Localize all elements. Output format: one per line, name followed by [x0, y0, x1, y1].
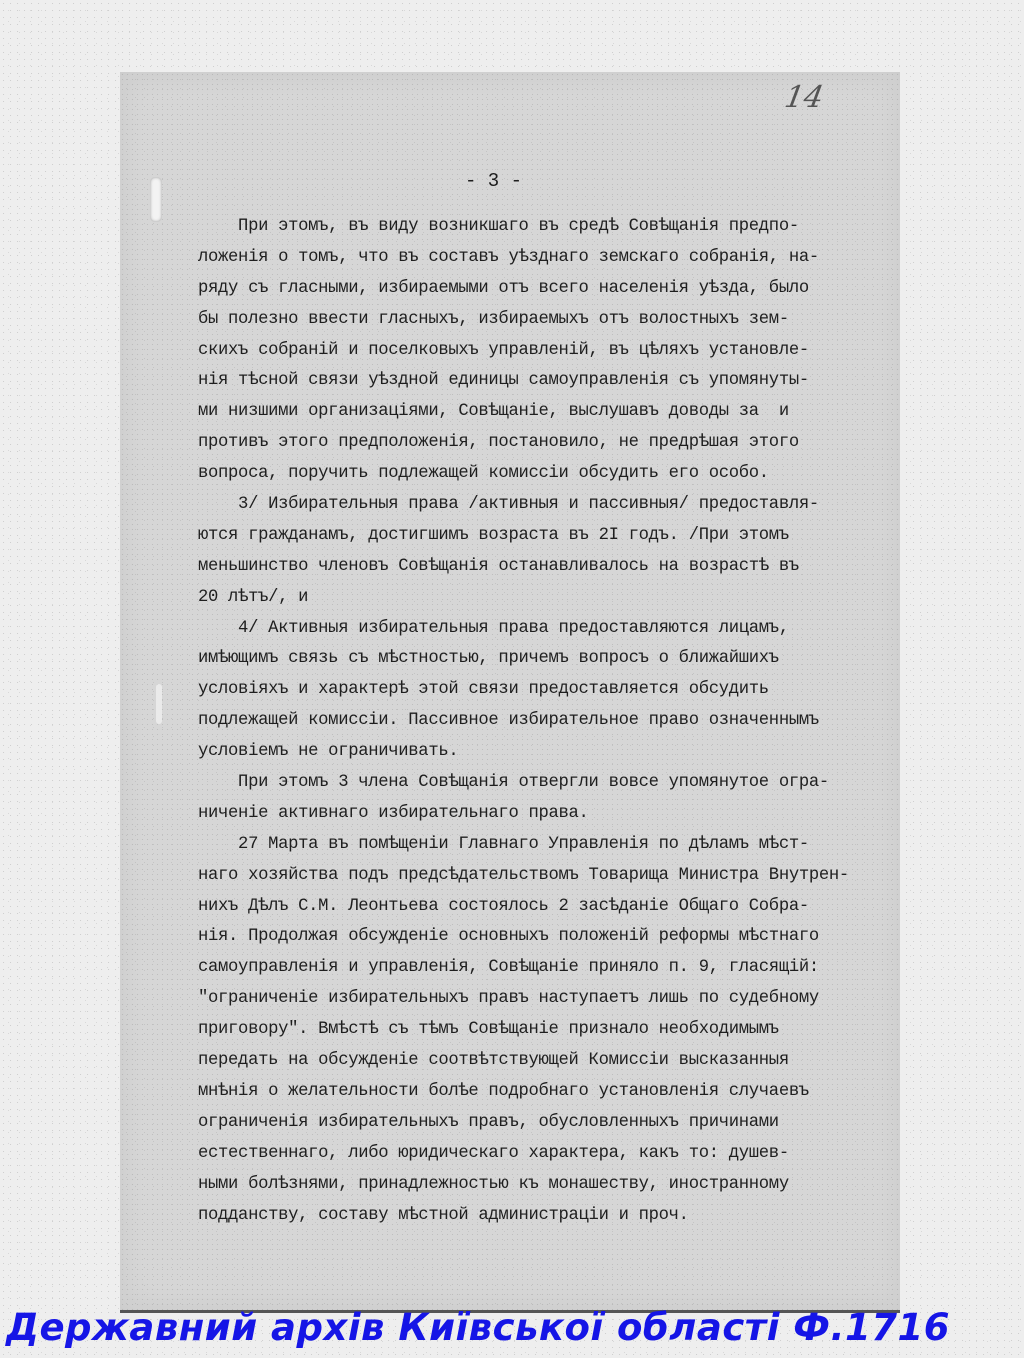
text-line: нихъ Дѣлъ С.М. Леонтьева состоялось 2 засѣданіе Общаго Собра- — [198, 896, 809, 916]
text-line: нія тѣсной связи уѣздной единицы самоуправленія съ упомянуты- — [198, 371, 809, 391]
text-line: самоуправленія и управленія, Совѣщаніе приняло п. 9, гласящій: — [198, 958, 819, 978]
text-line: бы полезно ввести гласныхъ, избираемыхъ отъ волостныхъ зем- — [198, 309, 789, 329]
archive-caption: Державний архів Київської області Ф.1716 — [6, 1306, 951, 1349]
text-line: При этомъ 3 члена Совѣщанія отвергли вовсе упомянутое огра- — [198, 773, 829, 793]
text-line: подданству, составу мѣстной администраціи и проч. — [198, 1205, 689, 1225]
text-line: ряду съ гласными, избираемыми отъ всего населенія уѣзда, было — [198, 278, 809, 298]
text-line: вопроса, поручить подлежащей комиссіи обсудить его особо. — [198, 464, 769, 484]
text-line: наго хозяйства подъ предсѣдательствомъ Товарища Министра Внутрен- — [198, 865, 849, 885]
paper-tear-mark — [150, 177, 162, 222]
text-line: условіемъ не ограничивать. — [198, 742, 459, 762]
text-line: передать на обсужденіе соотвѣтствующей Комиссіи высказанныя — [198, 1051, 789, 1071]
text-line: 20 лѣтъ/, и — [198, 587, 309, 607]
text-line: приговору". Вмѣстѣ съ тѣмъ Совѣщаніе признало необходимымъ — [198, 1020, 779, 1040]
text-line: условіяхъ и характерѣ этой связи предоставляется обсудить — [198, 680, 769, 700]
text-line: 27 Марта въ помѣщеніи Главнаго Управленія по дѣламъ мѣст- — [198, 834, 809, 854]
text-line: ми низшими организаціями, Совѣщаніе, выслушавъ доводы за и — [198, 402, 789, 422]
text-line: При этомъ, въ виду возникшаго въ средѣ Совѣщанія предпо- — [198, 217, 799, 236]
text-line: ниченіе активнаго избирательнаго права. — [198, 803, 589, 823]
text-line: естественнаго, либо юридическаго характера, какъ то: душев- — [198, 1143, 789, 1163]
document-body — [198, 212, 878, 1231]
text-line: ными болѣзнями, принадлежностью къ монашеству, иностранному — [198, 1174, 789, 1194]
text-line: противъ этого предположенія, постановило, не предрѣшая этого — [198, 433, 799, 453]
text-line: "ограниченіе избирательныхъ правъ наступаетъ лишь по судебному — [198, 989, 819, 1009]
text-line: 3/ Избирательныя права /активныя и пассивныя/ предоставля- — [198, 495, 819, 515]
text-line: нія. Продолжая обсужденіе основныхъ положеній реформы мѣстнаго — [198, 927, 819, 947]
document-page — [120, 72, 900, 1310]
text-line: подлежащей комиссіи. Пассивное избирательное право означеннымъ — [198, 711, 819, 731]
text-line: имѣющимъ связь съ мѣстностью, причемъ вопросъ о ближайшихъ — [198, 649, 779, 669]
text-line: ются гражданамъ, достигшимъ возраста въ 2I годъ. /При этомъ — [198, 525, 789, 545]
text-line: меньшинство членовъ Совѣщанія останавливалось на возрастѣ въ — [198, 556, 799, 576]
text-line: скихъ собраній и поселковыхъ управленій, въ цѣляхъ установле- — [198, 340, 809, 360]
text-line: 4/ Активныя избирательныя права предоставляются лицамъ, — [198, 618, 789, 638]
page-number: - 3 - — [465, 170, 523, 192]
text-line: мнѣнія о желательности болѣе подробнаго установленія случаевъ — [198, 1081, 809, 1101]
archive-folio-number: 14 — [781, 80, 827, 115]
paper-tear-mark — [156, 684, 162, 724]
text-line: ложенія о томъ, что въ составъ уѣзднаго земскаго собранія, на- — [198, 247, 819, 267]
text-line: ограниченія избирательныхъ правъ, обусловленныхъ причинами — [198, 1112, 779, 1132]
